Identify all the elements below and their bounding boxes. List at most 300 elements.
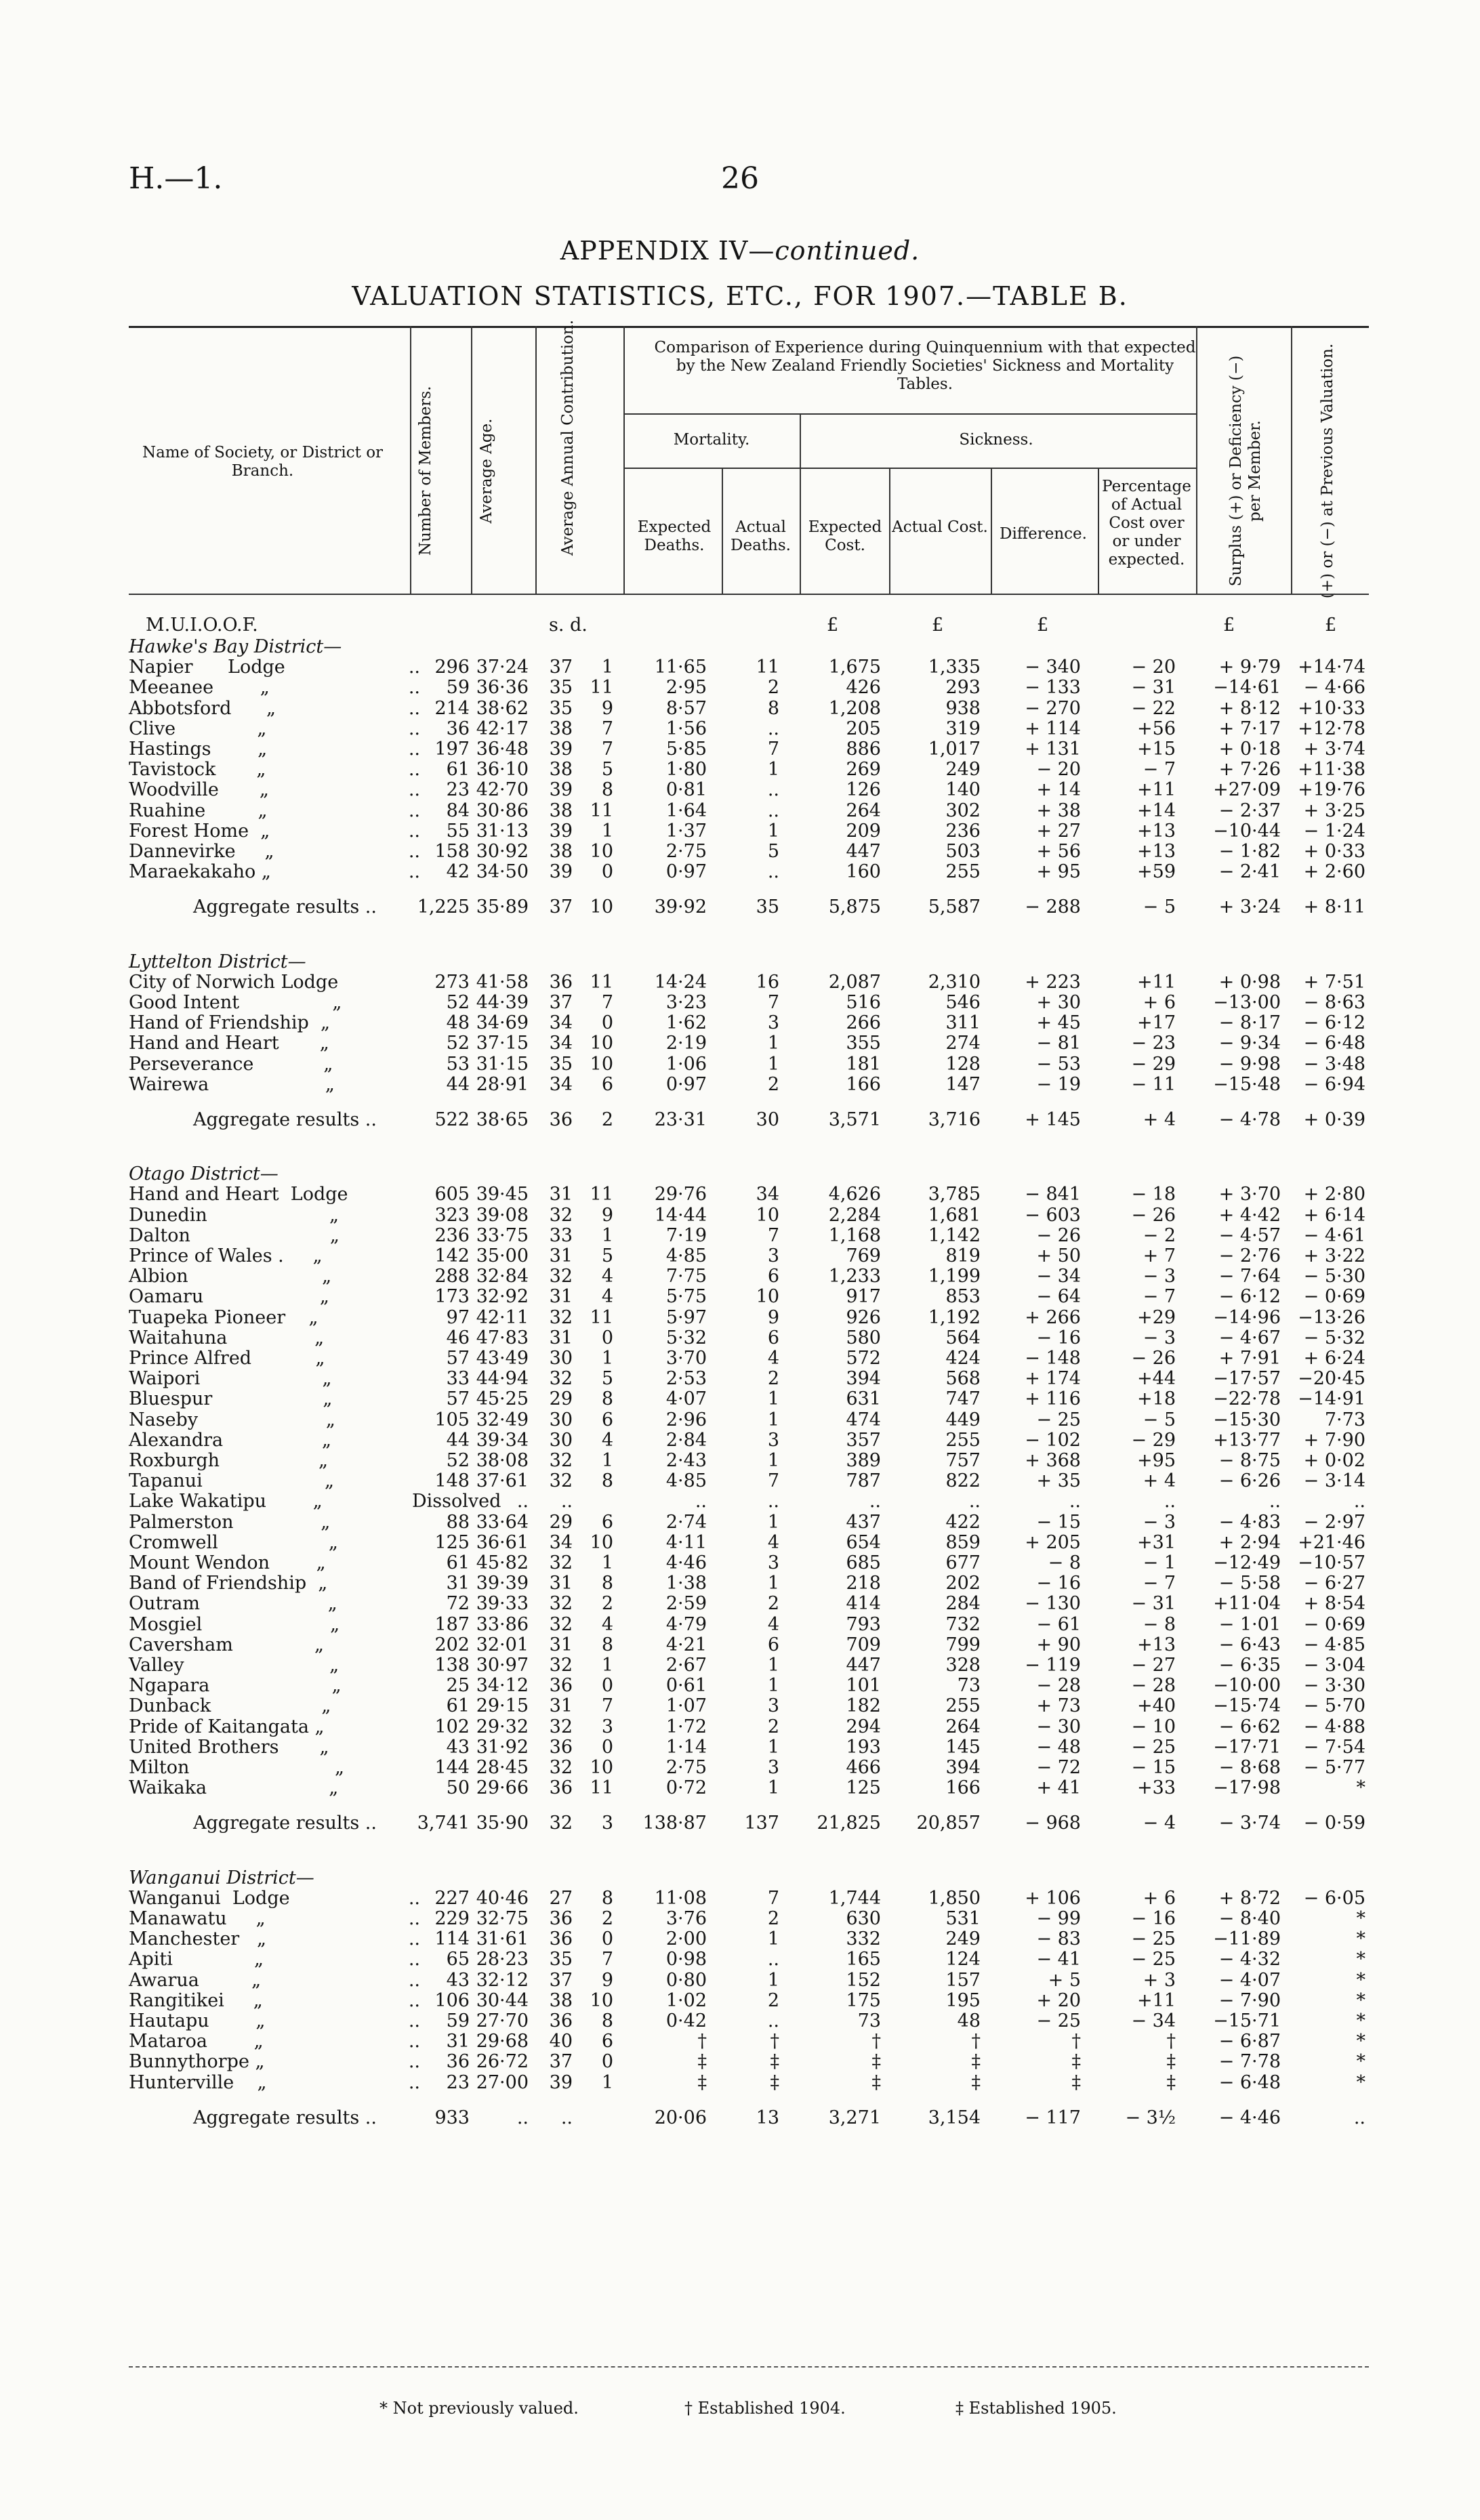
members-cell: 288 — [434, 1266, 470, 1287]
table-row — [0, 1573, 1480, 1594]
table-row — [0, 2052, 1480, 2072]
branch-name-text: Naseby „ — [129, 1409, 335, 1430]
expected-cost-cell: 294 — [846, 1716, 881, 1737]
contrib-shillings-cell: 38 — [549, 800, 573, 821]
expected-deaths-cell: 4·85 — [665, 1245, 707, 1266]
contrib-pence-cell: 2 — [601, 1908, 613, 1929]
district-heading-text: Lyttelton District— — [129, 951, 306, 972]
actual-cost-cell: 422 — [945, 1512, 981, 1533]
expected-cost-cell: 357 — [846, 1430, 881, 1451]
actual-cost-cell: 3,716 — [928, 1109, 981, 1130]
difference-cell: − 53 — [1036, 1054, 1081, 1075]
members-cell: 605 — [434, 1184, 470, 1205]
surplus-cell: − 2·37 — [1218, 800, 1281, 821]
difference-cell: − 841 — [1025, 1184, 1081, 1205]
branch-name — [129, 1184, 420, 1205]
leader-dots: .. — [408, 821, 420, 842]
contrib-pence-cell: 0 — [601, 1737, 613, 1758]
table-row — [0, 1888, 1480, 1909]
contrib-shillings-cell: 39 — [549, 861, 573, 882]
previous-cell: * — [1356, 2010, 1365, 2031]
difference-cell: + 45 — [1036, 1012, 1081, 1033]
contrib-shillings-cell: 38 — [549, 718, 573, 739]
table-row — [0, 1512, 1480, 1533]
footnote-not-valued: * Not previously valued. — [379, 2399, 579, 2418]
contrib-shillings-cell: 32 — [549, 1614, 573, 1635]
table-row — [0, 678, 1480, 698]
percentage-cell: − 23 — [1131, 1033, 1176, 1054]
table-bottom-rule — [129, 2366, 1369, 2368]
previous-cell: − 6·05 — [1303, 1888, 1365, 1909]
contrib-pence-cell: 0 — [601, 1675, 613, 1696]
surplus-cell: − 2·41 — [1218, 861, 1281, 882]
surplus-cell: + 0·18 — [1218, 739, 1281, 760]
header-rule — [623, 468, 1196, 469]
contrib-pence-cell: 11 — [590, 1777, 613, 1798]
expected-cost-cell: 355 — [846, 1033, 881, 1054]
leader-dots: .. — [408, 1908, 420, 1929]
actual-deaths-cell: 1 — [767, 1928, 779, 1949]
actual-cost-cell: 195 — [945, 1990, 981, 2011]
surplus-cell: − 8·17 — [1218, 1012, 1281, 1033]
percentage-cell: +13 — [1137, 821, 1176, 842]
actual-cost-cell: 424 — [945, 1348, 981, 1369]
contrib-shillings-cell: 36 — [549, 1737, 573, 1758]
difference-cell: − 102 — [1025, 1430, 1081, 1451]
actual-deaths-cell: 6 — [767, 1266, 779, 1287]
difference-cell: − 30 — [1036, 1716, 1081, 1737]
table-row — [0, 1696, 1480, 1716]
branch-name-text: Palmerston „ — [129, 1512, 331, 1533]
table-row — [0, 972, 1480, 993]
surplus-cell: − 8·40 — [1218, 1908, 1281, 1929]
contrib-pence-cell: 1 — [601, 1655, 613, 1676]
expected-cost-cell: 152 — [846, 1970, 881, 1991]
expected-cost-cell: 886 — [846, 739, 881, 760]
actual-cost-cell: 449 — [945, 1409, 981, 1430]
previous-cell: .. — [1353, 1491, 1365, 1512]
age-cell: 27·70 — [476, 2010, 529, 2031]
previous-cell: + 6·24 — [1303, 1348, 1365, 1369]
members-cell: 125 — [434, 1532, 470, 1553]
branch-name — [129, 760, 420, 780]
previous-cell: − 7·54 — [1303, 1737, 1365, 1758]
age-cell: 36·36 — [476, 677, 529, 698]
percentage-cell: + 6 — [1143, 992, 1176, 1013]
expected-cost-cell: 3,271 — [828, 2107, 881, 2128]
actual-cost-cell: 128 — [945, 1054, 981, 1075]
expected-deaths-cell: 14·24 — [654, 972, 707, 993]
previous-cell: − 4·88 — [1303, 1716, 1365, 1737]
branch-name-text: Aggregate results .. — [193, 1109, 377, 1130]
previous-cell: +11·38 — [1298, 759, 1365, 780]
expected-deaths-cell: 2·75 — [665, 1757, 707, 1778]
branch-name — [129, 842, 420, 862]
col-rule — [722, 468, 723, 594]
col-rule — [1196, 326, 1197, 594]
previous-cell: − 2·97 — [1303, 1512, 1365, 1533]
contrib-pence-cell: 8 — [601, 1470, 613, 1491]
table-row — [0, 1471, 1480, 1491]
leader-dots: .. — [408, 2031, 420, 2052]
actual-deaths-cell: 7 — [767, 739, 779, 760]
table-row — [0, 1717, 1480, 1737]
percentage-cell: +17 — [1137, 1012, 1176, 1033]
table-row — [0, 1970, 1480, 1991]
table-row — [0, 1655, 1480, 1676]
branch-name-text: Aggregate results .. — [193, 896, 377, 917]
branch-name-text: Mosgiel „ — [129, 1614, 340, 1635]
surplus-cell: −15·48 — [1213, 1074, 1281, 1095]
actual-cost-cell: 5,587 — [928, 896, 981, 917]
branch-name-text: Tavistock „ — [129, 759, 266, 780]
branch-name-text: Dalton „ — [129, 1225, 340, 1246]
branch-name — [129, 1929, 420, 1949]
surplus-cell: −12·49 — [1213, 1552, 1281, 1573]
actual-deaths-cell: 1 — [767, 1777, 779, 1798]
previous-cell: − 3·48 — [1303, 1054, 1365, 1075]
contrib-shillings-cell: 37 — [549, 1970, 573, 1991]
contrib-shillings-cell: 31 — [549, 1286, 573, 1307]
branch-name — [129, 1778, 420, 1798]
actual-deaths-cell: 11 — [756, 657, 779, 678]
table-row — [0, 842, 1480, 862]
branch-name — [129, 1737, 420, 1758]
branch-name-text: Rangitikei „ — [129, 1990, 263, 2011]
surplus-cell: +11·04 — [1213, 1593, 1281, 1614]
age-cell: 39·34 — [476, 1430, 529, 1451]
actual-deaths-cell: 1 — [767, 1655, 779, 1676]
leader-dots: .. — [408, 2072, 420, 2093]
age-cell: 33·86 — [476, 1614, 529, 1635]
branch-name — [129, 678, 420, 698]
table-row — [0, 1348, 1480, 1369]
actual-deaths-cell: 6 — [767, 1634, 779, 1655]
age-cell: 31·13 — [476, 821, 529, 842]
surplus-cell: + 4·42 — [1218, 1205, 1281, 1226]
percentage-cell: +40 — [1137, 1695, 1176, 1716]
previous-cell: +21·46 — [1298, 1532, 1365, 1553]
percentage-cell: +29 — [1137, 1307, 1176, 1328]
footnote-1905: ‡ Established 1905. — [955, 2399, 1117, 2418]
previous-cell: − 5·70 — [1303, 1695, 1365, 1716]
members-cell: 229 — [434, 1908, 470, 1929]
district-heading-text: Wanganui District— — [129, 1867, 314, 1888]
percentage-cell: + 4 — [1143, 1470, 1176, 1491]
difference-cell: − 19 — [1036, 1074, 1081, 1095]
contrib-shillings-cell: 36 — [549, 972, 573, 993]
previous-cell: * — [1356, 1777, 1365, 1798]
table-row — [0, 1033, 1480, 1054]
branch-name — [129, 1266, 420, 1287]
actual-deaths-cell: 1 — [767, 1033, 779, 1054]
members-cell: 88 — [446, 1512, 470, 1533]
members-cell: 273 — [434, 972, 470, 993]
actual-cost-cell: 255 — [945, 1695, 981, 1716]
contrib-shillings-cell: 38 — [549, 841, 573, 862]
branch-name — [129, 780, 420, 800]
actual-deaths-cell: 7 — [767, 1225, 779, 1246]
branch-name-text: Tuapeka Pioneer „ — [129, 1307, 318, 1328]
expected-deaths-cell: 2·84 — [665, 1430, 707, 1451]
previous-cell: + 3·74 — [1303, 739, 1365, 760]
branch-name-text: Oamaru „ — [129, 1286, 329, 1307]
contrib-shillings-cell: 40 — [549, 2031, 573, 2052]
actual-deaths-cell: .. — [767, 779, 779, 800]
table-row — [0, 1369, 1480, 1389]
difference-cell: + 131 — [1025, 739, 1081, 760]
percentage-cell: − 25 — [1131, 1949, 1176, 1970]
previous-cell: − 3·14 — [1303, 1470, 1365, 1491]
actual-cost-cell: 284 — [945, 1593, 981, 1614]
expected-cost-cell: 466 — [846, 1757, 881, 1778]
branch-name — [129, 1553, 420, 1573]
actual-deaths-cell: .. — [767, 1949, 779, 1970]
members-cell: 142 — [434, 1245, 470, 1266]
previous-cell: + 0·33 — [1303, 841, 1365, 862]
previous-cell: + 3·22 — [1303, 1245, 1365, 1266]
branch-name-text: Dunedin „ — [129, 1205, 339, 1226]
difference-cell: − 8 — [1048, 1552, 1081, 1573]
members-cell: 97 — [446, 1307, 470, 1328]
table-top-rule — [129, 326, 1369, 328]
actual-deaths-cell: 1 — [767, 759, 779, 780]
table-row — [0, 1615, 1480, 1635]
members-cell: 25 — [446, 1675, 470, 1696]
age-cell: 39·33 — [476, 1593, 529, 1614]
header-age: Average Age. — [478, 418, 495, 524]
expected-deaths-cell: 0·80 — [665, 1970, 707, 1991]
percentage-cell: − 5 — [1143, 896, 1176, 917]
age-cell: 44·39 — [476, 992, 529, 1013]
difference-cell: − 99 — [1036, 1908, 1081, 1929]
contrib-shillings-cell: 37 — [549, 657, 573, 678]
expected-cost-cell: 125 — [846, 1777, 881, 1798]
previous-cell: * — [1356, 1970, 1365, 1991]
expected-deaths-cell: 0·72 — [665, 1777, 707, 1798]
surplus-cell: +27·09 — [1213, 779, 1281, 800]
contrib-shillings-cell: 32 — [549, 1757, 573, 1778]
actual-deaths-cell: ‡ — [770, 2072, 779, 2093]
percentage-cell: − 18 — [1131, 1184, 1176, 1205]
members-cell: 31 — [446, 2031, 470, 2052]
expected-deaths-cell: 14·44 — [654, 1205, 707, 1226]
previous-cell: − 0·59 — [1303, 1813, 1365, 1834]
col-rule — [471, 326, 472, 594]
expected-cost-cell: 630 — [846, 1908, 881, 1929]
header-difference: Difference. — [1000, 525, 1087, 543]
contrib-shillings-cell: 31 — [549, 1327, 573, 1348]
expected-cost-cell: 474 — [846, 1409, 881, 1430]
actual-deaths-cell: .. — [767, 2010, 779, 2031]
branch-name — [129, 801, 420, 821]
members-cell: 3,741 — [417, 1813, 470, 1834]
actual-cost-cell: 757 — [945, 1450, 981, 1471]
expected-cost-cell: 266 — [846, 1012, 881, 1033]
header-members: Number of Members. — [417, 386, 434, 556]
percentage-cell: − 25 — [1131, 1737, 1176, 1758]
table-row — [0, 739, 1480, 760]
percentage-cell: − 26 — [1131, 1205, 1176, 1226]
table-row — [0, 1594, 1480, 1614]
surplus-cell: −15·71 — [1213, 2010, 1281, 2031]
contrib-shillings-cell: 35 — [549, 698, 573, 719]
branch-name — [129, 739, 420, 760]
expected-cost-cell: 2,087 — [828, 972, 881, 993]
previous-cell: − 1·24 — [1303, 821, 1365, 842]
age-cell: 30·86 — [476, 800, 529, 821]
branch-name — [129, 1491, 420, 1512]
percentage-cell: − 28 — [1131, 1675, 1176, 1696]
percentage-cell: +33 — [1137, 1777, 1176, 1798]
percentage-cell: +13 — [1137, 841, 1176, 862]
leader-dots: .. — [408, 1888, 420, 1909]
contrib-shillings-cell: .. — [560, 1491, 573, 1512]
expected-cost-cell: 21,825 — [817, 1813, 881, 1834]
age-cell: 36·48 — [476, 739, 529, 760]
surplus-cell: −15·30 — [1213, 1409, 1281, 1430]
actual-cost-cell: 20,857 — [916, 1813, 981, 1834]
contrib-pence-cell: 1 — [601, 1450, 613, 1471]
unit-previous: £ — [1325, 615, 1337, 636]
branch-name — [129, 1676, 420, 1696]
actual-cost-cell: † — [971, 2031, 981, 2052]
members-cell: 105 — [434, 1409, 470, 1430]
actual-cost-cell: 48 — [957, 2010, 981, 2031]
branch-name — [129, 1226, 420, 1246]
percentage-cell: − 10 — [1131, 1716, 1176, 1737]
expected-cost-cell: ‡ — [871, 2072, 881, 2093]
previous-cell: + 8·11 — [1303, 896, 1365, 917]
contrib-shillings-cell: 34 — [549, 1532, 573, 1553]
branch-name — [129, 1075, 420, 1095]
contrib-shillings-cell: 36 — [549, 1109, 573, 1130]
actual-cost-cell: 3,154 — [928, 2107, 981, 2128]
contrib-shillings-cell: 32 — [549, 1813, 573, 1834]
contrib-shillings-cell: 29 — [549, 1388, 573, 1409]
actual-cost-cell: 503 — [945, 841, 981, 862]
members-cell: 52 — [446, 992, 470, 1013]
difference-cell: + 205 — [1025, 1532, 1081, 1553]
members-cell: 36 — [446, 718, 470, 739]
branch-name-text: Valley „ — [129, 1655, 340, 1676]
leader-dots: .. — [408, 841, 420, 862]
age-cell: 34·12 — [476, 1675, 529, 1696]
previous-cell: * — [1356, 1908, 1365, 1929]
branch-name-text: Prince Alfred „ — [129, 1348, 325, 1369]
branch-name — [129, 1717, 420, 1737]
age-cell: 33·75 — [476, 1225, 529, 1246]
difference-cell: + 266 — [1025, 1307, 1081, 1328]
surplus-cell: + 7·26 — [1218, 759, 1281, 780]
district-heading — [0, 637, 1480, 657]
contrib-pence-cell: 6 — [601, 1512, 613, 1533]
contrib-shillings-cell: 38 — [549, 1990, 573, 2011]
difference-cell: − 270 — [1025, 698, 1081, 719]
previous-cell: + 2·80 — [1303, 1184, 1365, 1205]
age-cell: 38·62 — [476, 698, 529, 719]
previous-cell: * — [1356, 1949, 1365, 1970]
contrib-pence-cell: 0 — [601, 2051, 613, 2072]
previous-cell: * — [1356, 2072, 1365, 2093]
actual-deaths-cell: 10 — [756, 1286, 779, 1307]
branch-name — [129, 1888, 420, 1909]
society-name: M.U.I.O.O.F. — [146, 615, 258, 636]
members-cell: 23 — [446, 779, 470, 800]
expected-cost-cell: 218 — [846, 1573, 881, 1594]
unit-surplus: £ — [1223, 615, 1235, 636]
actual-deaths-cell: 10 — [756, 1205, 779, 1226]
expected-cost-cell: 793 — [846, 1614, 881, 1635]
percentage-cell: + 3 — [1143, 1970, 1176, 1991]
actual-cost-cell: 799 — [945, 1634, 981, 1655]
actual-cost-cell: 938 — [945, 698, 981, 719]
age-cell: 30·44 — [476, 1990, 529, 2011]
difference-cell: − 15 — [1036, 1512, 1081, 1533]
header-exp-cost: Expected Cost. — [808, 518, 882, 554]
surplus-cell: +13·77 — [1213, 1430, 1281, 1451]
contrib-pence-cell: 2 — [601, 1593, 613, 1614]
table-row — [0, 657, 1480, 678]
age-cell: 42·70 — [476, 779, 529, 800]
percentage-cell: − 8 — [1143, 1614, 1176, 1635]
surplus-cell: − 1·82 — [1218, 841, 1281, 862]
actual-cost-cell: 124 — [945, 1949, 981, 1970]
age-cell: 37·15 — [476, 1033, 529, 1054]
members-cell: 43 — [446, 1970, 470, 1991]
difference-cell: + 50 — [1036, 1245, 1081, 1266]
contrib-shillings-cell: 35 — [549, 1054, 573, 1075]
expected-cost-cell: 264 — [846, 800, 881, 821]
actual-deaths-cell: 1 — [767, 1675, 779, 1696]
previous-cell: +14·74 — [1298, 657, 1365, 678]
branch-name — [129, 657, 420, 678]
expected-cost-cell: 787 — [846, 1470, 881, 1491]
col-rule — [410, 326, 411, 594]
expected-deaths-cell: 5·97 — [665, 1307, 707, 1328]
actual-deaths-cell: 6 — [767, 1327, 779, 1348]
expected-cost-cell: .. — [869, 1491, 881, 1512]
appendix-title-main: APPENDIX IV— — [560, 236, 775, 266]
expected-cost-cell: 1,208 — [828, 698, 881, 719]
difference-cell: − 25 — [1036, 1409, 1081, 1430]
contrib-pence-cell: 8 — [601, 1388, 613, 1409]
expected-deaths-cell: 11·08 — [654, 1888, 707, 1909]
previous-cell: +19·76 — [1298, 779, 1365, 800]
actual-cost-cell: 166 — [945, 1777, 981, 1798]
expected-deaths-cell: 138·87 — [642, 1813, 707, 1834]
expected-cost-cell: 685 — [846, 1552, 881, 1573]
age-cell: 39·45 — [476, 1184, 529, 1205]
expected-deaths-cell: 2·53 — [665, 1368, 707, 1389]
expected-cost-cell: 631 — [846, 1388, 881, 1409]
appendix-title — [0, 236, 1480, 266]
actual-cost-cell: 140 — [945, 779, 981, 800]
actual-deaths-cell: 1 — [767, 1512, 779, 1533]
expected-deaths-cell: 1·38 — [665, 1573, 707, 1594]
actual-cost-cell: 1,850 — [928, 1888, 981, 1909]
header-sickness: Sickness. — [959, 431, 1033, 449]
expected-cost-cell: 414 — [846, 1593, 881, 1614]
surplus-cell: −17·57 — [1213, 1368, 1281, 1389]
surplus-cell: + 3·70 — [1218, 1184, 1281, 1205]
surplus-cell: − 6·43 — [1218, 1634, 1281, 1655]
table-row — [0, 1929, 1480, 1949]
age-cell: 29·66 — [476, 1777, 529, 1798]
contrib-pence-cell: 4 — [601, 1266, 613, 1287]
difference-cell: − 340 — [1025, 657, 1081, 678]
difference-cell: − 16 — [1036, 1573, 1081, 1594]
